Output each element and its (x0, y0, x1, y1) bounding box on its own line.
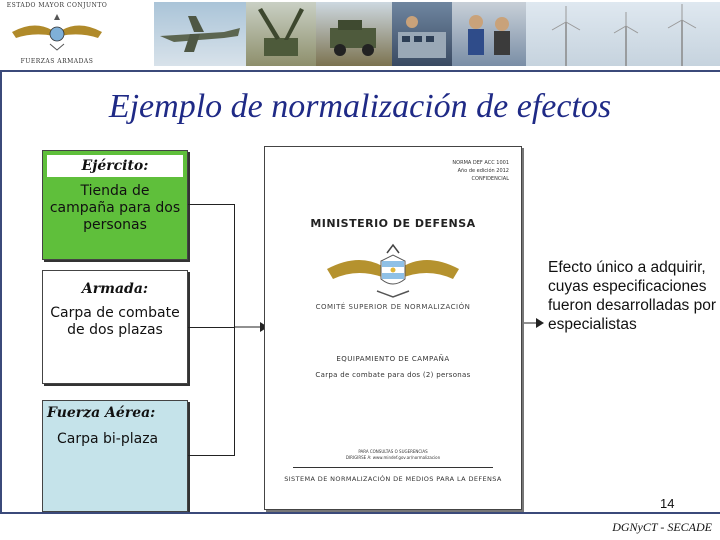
document-consult-line: PARA CONSULTAS O SUGERENCIAS (358, 449, 428, 454)
header-rule (0, 70, 720, 72)
header-photo-strip (154, 2, 720, 66)
air-force-heading: Fuerza Aérea: (47, 405, 156, 421)
navy-heading: Armada: (81, 281, 149, 297)
defense-emblem-icon (321, 239, 465, 309)
navy-box (42, 270, 188, 384)
connector-air (188, 455, 234, 456)
slide-title: Ejemplo de normalización de efectos (108, 88, 612, 125)
technicians-photo (452, 2, 526, 66)
document-rule (293, 467, 493, 468)
logo-top-text: ESTADO MAYOR CONJUNTO (6, 2, 108, 9)
anti-aircraft-gun-photo (246, 2, 316, 66)
logo-bottom-text: FUERZAS ARMADAS (20, 58, 94, 65)
aircraft-photo (154, 2, 246, 66)
document-reference (452, 159, 509, 183)
document-reference-line: CONFIDENCIAL (471, 176, 509, 182)
footer-credit: DGNyCT - SECADE (612, 520, 712, 534)
header (0, 0, 720, 72)
connector-navy (188, 327, 234, 328)
logo (4, 2, 110, 68)
document-system: SISTEMA DE NORMALIZACIÓN DE MEDIOS PARA LA DEFENSA (284, 475, 502, 483)
footer-rule (0, 512, 720, 514)
document-consult (265, 449, 521, 461)
army-box (42, 150, 188, 260)
air-force-box (42, 400, 188, 512)
document-committee: COMITÉ SUPERIOR DE NORMALIZACIÓN (315, 303, 471, 311)
result-description: Efecto único a adquirir, cuyas especificaciones fueron desarrolladas por especialistas (548, 259, 717, 333)
page-number: 14 (660, 496, 675, 511)
wind-turbines-photo (526, 2, 720, 66)
document-equipment-subtitle: Carpa de combate para dos (2) personas (315, 371, 471, 379)
workshop-photo (392, 2, 452, 66)
document-ministry: MINISTERIO DE DEFENSA (310, 217, 476, 230)
navy-body: Carpa de combate de dos plazas (50, 305, 180, 338)
document-reference-line: NORMA DEF ACC 1001 (452, 160, 509, 166)
connector-army (188, 204, 234, 205)
document-reference-line: Año de edición 2012 (457, 168, 509, 174)
document-consult-line: DIRIGIRSE A: www.mindef.gov.ar/normalizacion (345, 455, 441, 460)
air-force-body: Carpa bi-plaza (57, 431, 159, 447)
army-heading: Ejército: (47, 155, 183, 177)
left-rule (0, 72, 2, 512)
army-body: Tienda de campaña para dos personas (49, 183, 181, 233)
document-equipment: EQUIPAMIENTO DE CAMPAÑA (336, 355, 450, 363)
military-vehicle-photo (316, 2, 392, 66)
standard-document (264, 146, 522, 510)
